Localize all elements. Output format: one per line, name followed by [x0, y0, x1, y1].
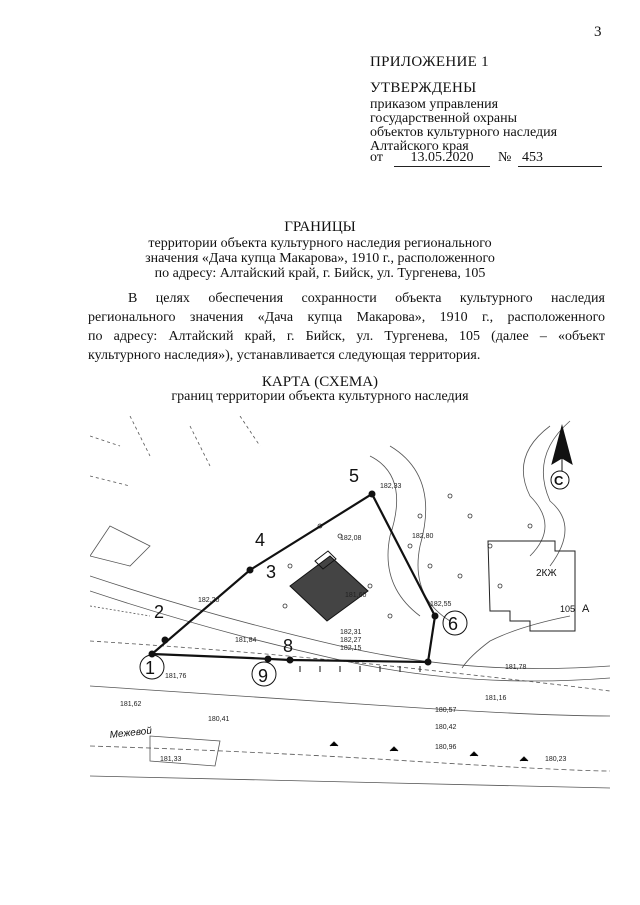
paragraph-line: В целях обеспечения сохранности объекта культурного наследия: [128, 291, 605, 306]
elevation: 182,31: [340, 629, 362, 636]
point-label-4: 4: [255, 530, 266, 550]
elevation: 181,76: [165, 673, 187, 680]
elevation: 180,57: [435, 707, 457, 714]
elevation: 182,27: [340, 637, 362, 644]
appendix-label: ПРИЛОЖЕНИЕ 1: [370, 54, 489, 70]
point-label-3: 3: [266, 562, 277, 582]
point-label-8: 8: [283, 636, 294, 656]
point-label-9: 9: [258, 666, 269, 686]
body-paragraph: [88, 289, 605, 365]
point-label-2: 2: [154, 602, 165, 622]
paragraph-line: культурного наследия»), устанавливается следующая территория.: [88, 348, 481, 363]
elevation: 182,08: [340, 535, 362, 542]
elevation: 181,78: [505, 664, 527, 671]
elevation: 182,80: [412, 533, 434, 540]
building-label: 2КЖ: [536, 568, 557, 579]
date-prefix: от: [370, 150, 383, 165]
document-title: ГРАНИЦЫ: [284, 219, 356, 235]
elevation: 181,84: [235, 637, 257, 644]
page-number: 3: [594, 24, 602, 40]
title-line: значения «Дача купца Макарова», 1910 г., расположенного: [145, 251, 495, 266]
point-label-5: 5: [349, 466, 360, 486]
point-labels: [145, 466, 458, 686]
order-line: Алтайского края: [370, 139, 469, 154]
map-svg: [90, 416, 610, 802]
heritage-object: [290, 551, 368, 621]
building-number: 105: [560, 604, 576, 614]
building-letter: А: [582, 603, 590, 615]
elevation: 182,33: [380, 483, 402, 490]
order-date: 13.05.2020: [394, 150, 490, 167]
elevation: 182,15: [340, 645, 362, 652]
north-letter: С: [554, 473, 564, 488]
boundary-map: [90, 416, 610, 802]
order-number: 453: [518, 150, 602, 167]
elevation: 181,33: [160, 756, 182, 763]
elevation: 181,62: [120, 701, 142, 708]
elevation: 180,42: [435, 724, 457, 731]
elevation: 180,41: [208, 716, 230, 723]
order-date-line: [370, 150, 602, 168]
point-label-6: 6: [448, 614, 459, 634]
order-line: приказом управления: [370, 97, 499, 112]
order-line: государственной охраны: [370, 111, 518, 126]
approved-label: УТВЕРЖДЕНЫ: [370, 80, 477, 96]
elevation: 181,60: [345, 592, 367, 599]
elevation: 180,96: [435, 744, 457, 751]
north-arrow-icon: [552, 426, 572, 476]
territory-boundary: [152, 494, 435, 662]
map-heading: КАРТА (СХЕМА): [261, 374, 379, 390]
paragraph-line: регионального значения «Дача купца Макарова», 1910 г., расположенного: [88, 310, 605, 325]
elevation: 180,23: [545, 756, 567, 763]
order-line: объектов культурного наследия: [370, 125, 558, 140]
point-label-1: 1: [145, 658, 156, 678]
number-prefix: №: [498, 150, 512, 165]
street-label: Межевой: [109, 725, 153, 741]
title-line: по адресу: Алтайский край, г. Бийск, ул. Тургенева, 105: [154, 266, 486, 281]
map-subheading: границ территории объекта культурного наследия: [171, 389, 469, 404]
elevation: 182,20: [198, 597, 220, 604]
elevation: 182,55: [430, 601, 452, 608]
elevation: 181,16: [485, 695, 507, 702]
paragraph-line: по адресу: Алтайский край, г. Бийск, ул. Тургенева, 105 (далее – «объект: [88, 329, 605, 344]
title-line: территории объекта культурного наследия регионального: [148, 236, 492, 251]
